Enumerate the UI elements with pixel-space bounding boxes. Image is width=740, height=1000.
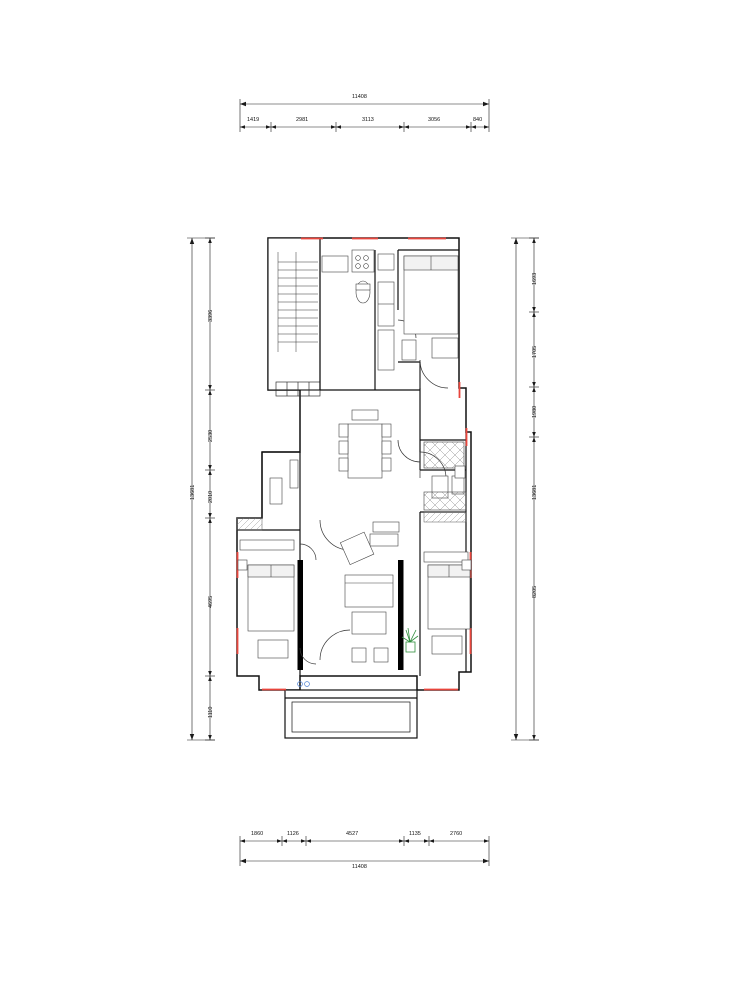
dim-top-seg-5: 840 bbox=[473, 117, 483, 123]
dim-left-overall: 13681 bbox=[190, 484, 196, 500]
dim-top-seg-1: 1419 bbox=[247, 117, 260, 123]
dimension-chain-top bbox=[240, 99, 489, 132]
dim-top-overall: 11408 bbox=[352, 94, 367, 100]
dim-bottom-seg-5: 2760 bbox=[450, 831, 463, 837]
dim-bottom-overall: 11408 bbox=[352, 864, 367, 870]
dim-right-overall: 13681 bbox=[532, 484, 538, 500]
dim-left-seg-1: 3396 bbox=[208, 309, 214, 322]
dim-left-seg-2: 2530 bbox=[208, 429, 214, 442]
dim-left-seg-3: 2010 bbox=[208, 490, 214, 503]
dim-top-seg-3: 3113 bbox=[362, 117, 374, 123]
dim-bottom-seg-3: 4527 bbox=[346, 831, 359, 837]
dimension-chain-bottom bbox=[240, 836, 489, 866]
dim-right-seg-2: 1705 bbox=[532, 345, 538, 358]
dim-bottom-seg-1: 1860 bbox=[251, 831, 264, 837]
dim-right-seg-4: 8205 bbox=[532, 585, 538, 598]
dim-left-seg-4: 4695 bbox=[208, 595, 214, 608]
dim-top-seg-4: 3056 bbox=[428, 117, 441, 123]
dim-right-seg-1: 1693 bbox=[532, 272, 538, 285]
dim-bottom-seg-4: 1135 bbox=[409, 831, 421, 837]
dim-right-seg-3: 1980 bbox=[532, 405, 538, 418]
dim-top-seg-2: 2981 bbox=[296, 117, 309, 123]
dim-bottom-seg-2: 1126 bbox=[287, 831, 299, 837]
dim-left-seg-5: 1110 bbox=[208, 706, 214, 718]
